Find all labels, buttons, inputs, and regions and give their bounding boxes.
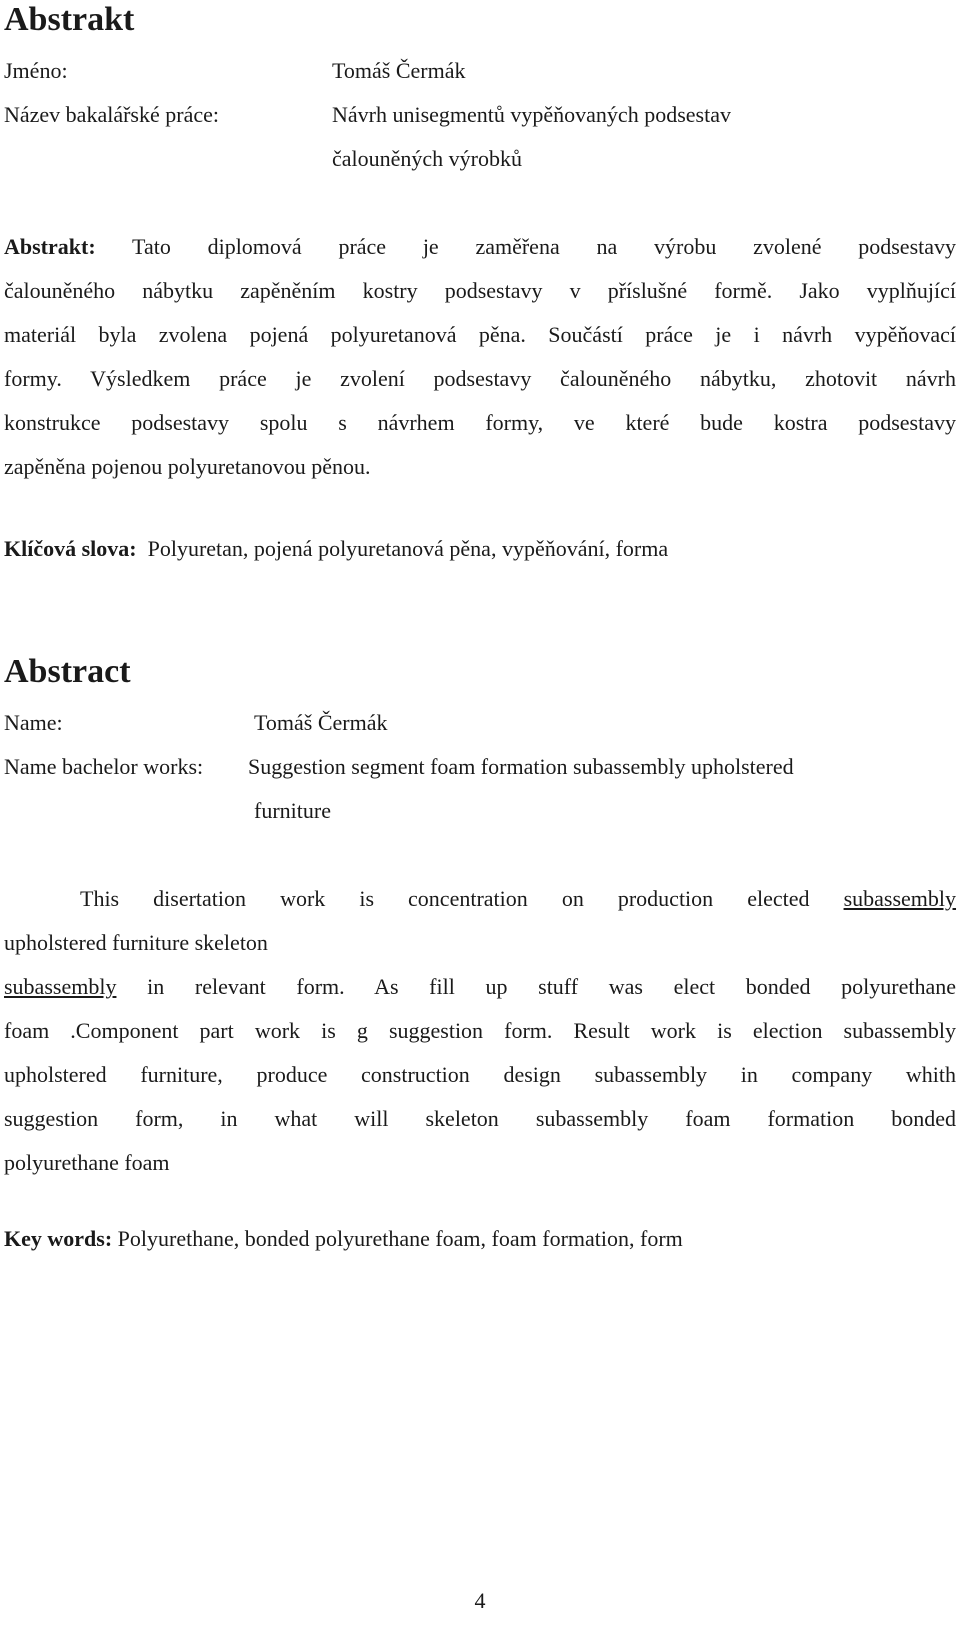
en-subassembly-link-2: subassembly — [4, 974, 117, 999]
cz-keywords-label: Klíčová slova: — [4, 536, 137, 561]
cz-title-label: Název bakalářské práce: — [4, 102, 219, 127]
en-title-line2: furniture — [254, 798, 331, 823]
cz-name-label: Jméno: — [4, 58, 68, 83]
cz-keywords — [4, 534, 668, 564]
cz-name-value: Tomáš Čermák — [332, 58, 466, 83]
en-abstract-text-1: This disertation work is concentration on production elected — [80, 886, 810, 911]
en-abstract-line-1 — [80, 884, 956, 914]
en-keywords — [4, 1224, 683, 1254]
cz-abstract-line-5: konstrukce podsestavy spolu s návrhem formy, ve které bude kostra podsestavy — [4, 410, 956, 435]
cz-abstract-line-4: formy. Výsledkem práce je zvolení podsestavy čalouněného nábytku, zhotovit návrh — [4, 366, 956, 391]
cz-abstract-line-1 — [4, 232, 956, 262]
cz-heading: Abstrakt — [4, 1, 135, 38]
en-name-value: Tomáš Čermák — [254, 710, 388, 735]
en-abstract-line-7: polyurethane foam — [4, 1150, 170, 1175]
en-abstract-text-3: in relevant form. As fill up stuff was elect bonded polyurethane — [147, 974, 957, 999]
en-abstract-line-5: upholstered furniture, produce construction design subassembly in company whith — [4, 1062, 956, 1087]
cz-abstract-text-1: Tato diplomová práce je zaměřena na výrobu zvolené podsestavy — [132, 234, 957, 259]
cz-title-line1: Návrh unisegmentů vypěňovaných podsestav — [332, 102, 731, 127]
en-name-label: Name: — [4, 710, 63, 735]
en-abstract-line-2: upholstered furniture skeleton — [4, 930, 268, 955]
en-title-line1: Suggestion segment foam formation subassembly upholstered — [248, 754, 794, 779]
en-abstract-line-3 — [4, 972, 956, 1002]
en-abstract-line-4: foam .Component part work is g suggestion form. Result work is election subassembly — [4, 1018, 956, 1043]
en-abstract-line-6: suggestion form, in what will skeleton subassembly foam formation bonded — [4, 1106, 956, 1131]
cz-abstract-line-2: čalouněného nábytku zapěněním kostry podsestavy v příslušné formě. Jako vyplňující — [4, 278, 956, 303]
cz-title-line2: čalouněných výrobků — [332, 146, 522, 171]
cz-keywords-value: Polyuretan, pojená polyuretanová pěna, vypěňování, forma — [147, 536, 669, 561]
en-keywords-value: Polyurethane, bonded polyurethane foam, foam formation, form — [117, 1226, 683, 1251]
page-number: 4 — [474, 1588, 486, 1613]
cz-abstract-label: Abstrakt: — [4, 234, 96, 259]
en-heading: Abstract — [4, 653, 131, 690]
en-title-label: Name bachelor works: — [4, 754, 204, 779]
cz-abstract-line-6: zapěněna pojenou polyuretanovou pěnou. — [4, 454, 371, 479]
en-subassembly-link-1: subassembly — [843, 886, 957, 911]
en-keywords-label: Key words: — [4, 1226, 113, 1251]
cz-abstract-line-3: materiál byla zvolena pojená polyuretanová pěna. Součástí práce je i návrh vypěňovací — [4, 322, 956, 347]
